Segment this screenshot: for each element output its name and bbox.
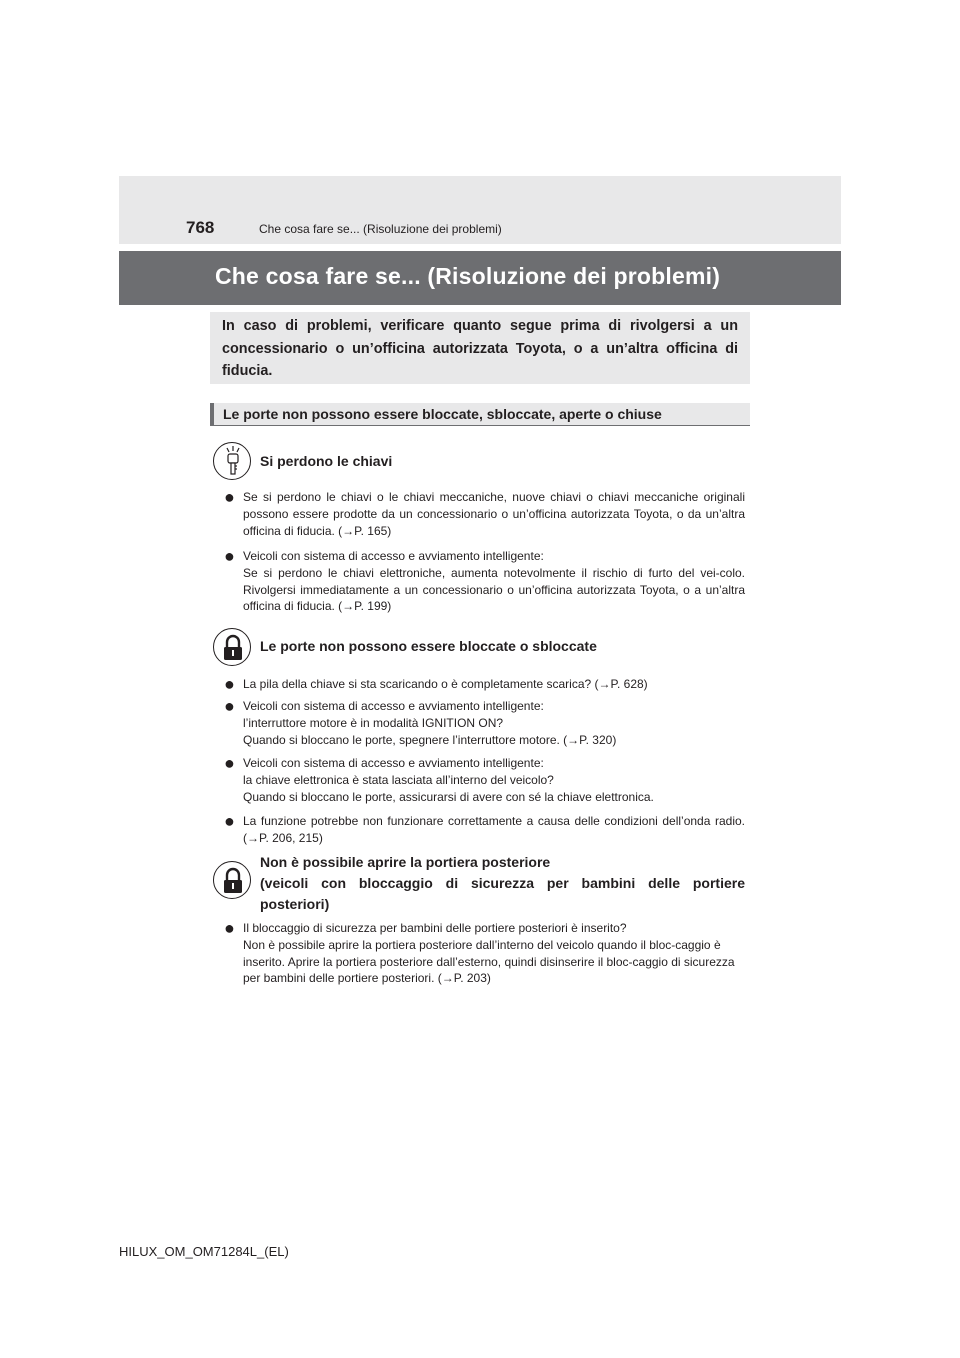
bullet-text: Veicoli con sistema di accesso e avviamento intelligente: l’interruttore motore è in modalità IGNITION ON? Quando si bloccano le porte, spegnere l’interruttore motore. (→P. 320): [243, 699, 617, 747]
bullet-text: La funzione potrebbe non funzionare correttamente a causa delle condizioni dell’onda radio. (→P. 206, 215): [243, 814, 745, 845]
subsection-title: Si perdono le chiavi: [260, 453, 393, 469]
padlock-icon: [213, 861, 251, 899]
key-icon: [213, 442, 251, 480]
bullet-text: [243, 489, 745, 539]
padlock-icon: [213, 628, 251, 666]
intro-box: [210, 312, 750, 384]
bullet-text-content: Se si perdono le chiavi o le chiavi meccaniche, nuove chiavi o chiavi meccaniche originali possono essere prodotte da un concessionario o un’officina autorizzata Toyota, o da un’altra officina di fiducia. (→P. 165): [243, 490, 745, 538]
footer-code: HILUX_OM_OM71284L_(EL): [119, 1244, 289, 1259]
page-number: 768: [186, 218, 215, 237]
subsection-title: Le porte non possono essere bloccate o sbloccate: [260, 638, 597, 654]
bullet-icon: ●: [224, 546, 235, 566]
section-heading: [210, 403, 750, 426]
bullet-text: Il bloccaggio di sicurezza per bambini delle portiere posteriori è inserito? Non è possibile aprire la portiera posteriore dall’interno del veicolo quando il bloc-caggio è inserito. Aprire la portiera posteriore dall’esterno, quindi disinserire il bloc-caggio di sicurezza per bambini delle portiere posteriori. (→P. 203): [243, 921, 735, 986]
bullet-icon: ●: [224, 811, 235, 831]
bullet-text: Veicoli con sistema di accesso e avviamento intelligente: la chiave elettronica è stata lasciata all’interno del veicolo? Quando si bloccano le porte, assicurarsi di avere con sé la chiave elettronica.: [243, 756, 654, 804]
intro-text: In caso di problemi, verificare quanto segue prima di rivolgersi a un concessionario o un’officina autorizzata Toyota, o a un’altra officina di fiducia.: [222, 318, 738, 379]
bullet-icon: ●: [224, 918, 235, 938]
page-title: Che cosa fare se... (Risoluzione dei problemi): [215, 263, 721, 289]
bullet-icon: ●: [224, 674, 235, 694]
title-bar: [119, 251, 841, 305]
bullet-icon: ●: [224, 753, 235, 773]
bullet-icon: ●: [224, 487, 235, 507]
bullet-text: Veicoli con sistema di accesso e avviamento intelligente: Se si perdono le chiavi elettroniche, aumenta notevolmente il rischio di furto del vei-colo. Rivolgersi immediatamente a un concessionario o un’officina autorizzata Toyota, o a un’altra officina di fiducia. (→P. 199): [243, 549, 745, 614]
bullet-icon: ●: [224, 696, 235, 716]
subsection-title-line1: Non è possibile aprire la portiera posteriore: [260, 854, 551, 870]
running-title: Che cosa fare se... (Risoluzione dei problemi): [259, 222, 502, 236]
bullet-text: La pila della chiave si sta scaricando o è completamente scarica? (→P. 628): [243, 677, 648, 691]
section-heading-text: Le porte non possono essere bloccate, sbloccate, aperte o chiuse: [223, 406, 662, 422]
subsection-title-line2: (veicoli con bloccaggio di sicurezza per bambini delle portiere posteriori): [260, 875, 745, 912]
